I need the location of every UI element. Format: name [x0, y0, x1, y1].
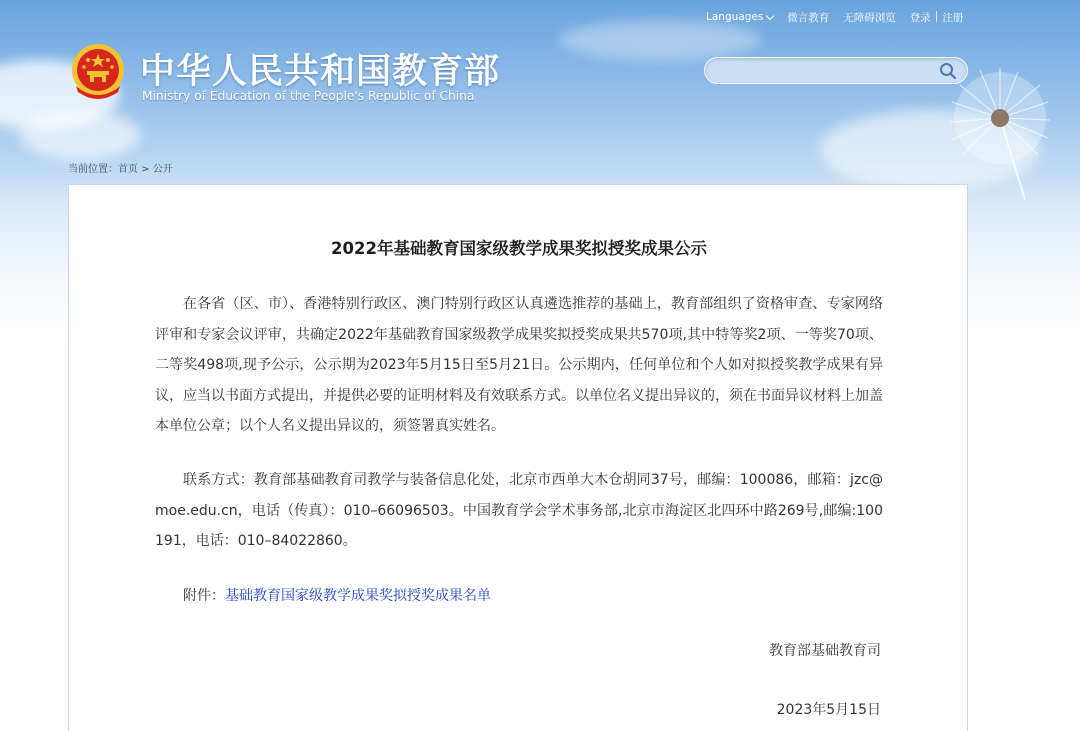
breadcrumb-label: 当前位置：: [68, 164, 118, 175]
link-divider: |: [934, 9, 939, 22]
national-emblem-icon[interactable]: [68, 42, 128, 104]
contact-paragraph: 联系方式：教育部基础教育司教学与装备信息化处，北京市西单大木仓胡同37号，邮编：100086，邮箱：jzc@moe.edu.cn，电话（传真）：010–66096503。中国教育学会学术事务部,北京市海淀区北四环中路269号,邮编:100191，电话：010–84022860。: [155, 472, 883, 550]
attachment-paragraph: [155, 581, 883, 612]
languages-label: Languages: [706, 11, 764, 23]
publish-date: 2023年5月15日: [776, 702, 881, 718]
site-title[interactable]: 中华人民共和国教育部: [140, 52, 501, 92]
languages-menu[interactable]: [706, 11, 773, 23]
article-panel: [68, 184, 968, 731]
attachment-label: 附件：: [183, 588, 225, 604]
announcement-paragraph: 在各省（区、市）、香港特别行政区、澳门特别行政区认真遴选推荐的基础上，教育部组织了资格审查、专家网络评审和专家会议评审，共确定2022年基础教育国家级教学成果奖拟授奖成果共570项,其中特等奖2项、一等奖70项、二等奖498项,现予公示，公示期为2023年5月15日至5月21日。公示期内，任何单位和个人如对拟授奖教学成果有异议，应当以书面方式提出，并提供必要的证明材料及有效联系方式。以单位名义提出异议的，须在书面异议材料上加盖本单位公章；以个人名义提出异议的，须签署真实姓名。: [155, 296, 883, 435]
top-links-bar: [706, 9, 963, 25]
chevron-down-icon: [766, 11, 774, 19]
signature: 教育部基础教育司: [769, 643, 881, 659]
search-icon[interactable]: [939, 62, 957, 80]
breadcrumb-separator: >: [138, 164, 153, 175]
search-box: [704, 57, 968, 84]
article-title: 2022年基础教育国家级教学成果奖拟授奖成果公示: [331, 239, 707, 258]
breadcrumb: [68, 160, 173, 175]
site-subtitle: Ministry of Education of the People's Republic of China: [142, 89, 475, 103]
register-link[interactable]: 注册: [942, 11, 964, 24]
weibo-link[interactable]: 微言教育: [787, 11, 830, 24]
attachment-link[interactable]: 基础教育国家级教学成果奖拟授奖成果名单: [225, 588, 491, 604]
search-input[interactable]: [717, 62, 932, 80]
accessibility-link[interactable]: 无障碍浏览: [843, 11, 896, 24]
breadcrumb-home[interactable]: 首页: [118, 164, 138, 175]
breadcrumb-current[interactable]: 公开: [152, 164, 173, 175]
account-links: [910, 10, 964, 25]
cloud-decoration: [560, 20, 760, 60]
cloud-decoration: [20, 110, 140, 160]
login-link[interactable]: 登录: [909, 11, 931, 24]
